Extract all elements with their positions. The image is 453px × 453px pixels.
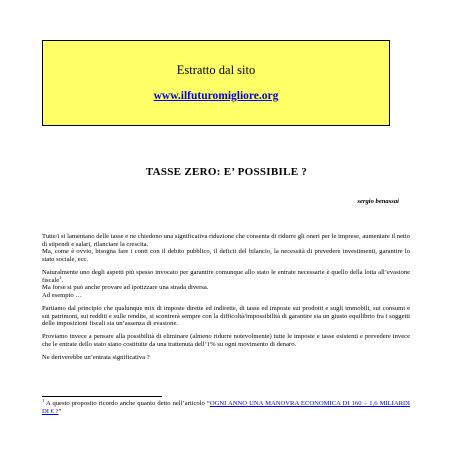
paragraph-3: Partiamo dal principio che qualunque mix di imposte dirette ed indirette, di tasse ed imposte sui prodotti e sugli immobili, sui consumi e sui patrimoni, sui redditi e sulle rendite, si scontrerà sempre con la difficoltà/impossibilità di garantire sia un giusto equilibrio fra i soggetti delle imposizioni fiscali sia un’assenza di evasione. [42,305,410,328]
paragraph-2-line-1 [42,269,410,284]
document-title: TASSE ZERO: E’ POSSIBILE ? [145,166,308,178]
footnote [42,397,410,417]
paragraph-2-line-3: Ad esempio … [42,292,82,300]
paragraph-5: Ne deriverebbe un’entrata significativa ? [42,353,150,361]
paragraph-2 [42,269,410,300]
paragraph-1-line-2: Ma, come è ovvio, bisogna fare i conti con il debito pubblico, il deficit del bilancio, la necessità di prevedere investimenti, garantire lo stato sociale, ecc. [42,248,410,264]
footnote-reference[interactable]: 1 [59,274,62,280]
footnote-marker: 1 [42,397,45,403]
banner-title: Estratto dal sito [176,63,256,77]
document-body [42,233,410,367]
paragraph-2-line-2: Ma forse si può anche provare ad ipotizzare una strada diversa. [42,284,209,292]
paragraph-1-line-1: Tutte/i si lamentano delle tasse e ne chiedono una significativa riduzione che consenta di ridurre gli oneri per le imprese, aumentare il netto di stipendi e salari, rilanciare la crescita. [42,233,410,248]
footnote-text: A questo proposito ricordo anche quanto detto nell’articolo “ [44,400,210,407]
paragraph-2-line-1-end: . [61,276,64,284]
site-link[interactable]: www.ilfuturomigliore.org [153,90,279,102]
footnote-close-quote: ” [58,408,62,416]
source-banner [42,40,390,126]
author-name: sergio benassai [357,198,399,205]
footnote-divider [42,396,162,397]
footnote-article-link[interactable]: OGNI ANNO UNA MANOVRA ECONOMICA DI 160 ÷ 1,6 MILIARDI DI € ? [42,400,410,416]
paragraph-4: Proviamo invece a pensare alla possibilità di eliminare (almeno ridurre notevolmente) tutte le imposte e tasse esistenti e prevedere invece che le entrate dello stato siano costituite da una trattenuta dell’1% su ogni movimento di denaro. [42,333,410,348]
paragraph-2-line-1-text: Naturalmente uno degli aspetti più spesso invocato per garantire comunque allo stato le entrate necessarie è quello della lotta all’evasione fiscale [42,269,410,284]
paragraph-1 [42,233,410,264]
